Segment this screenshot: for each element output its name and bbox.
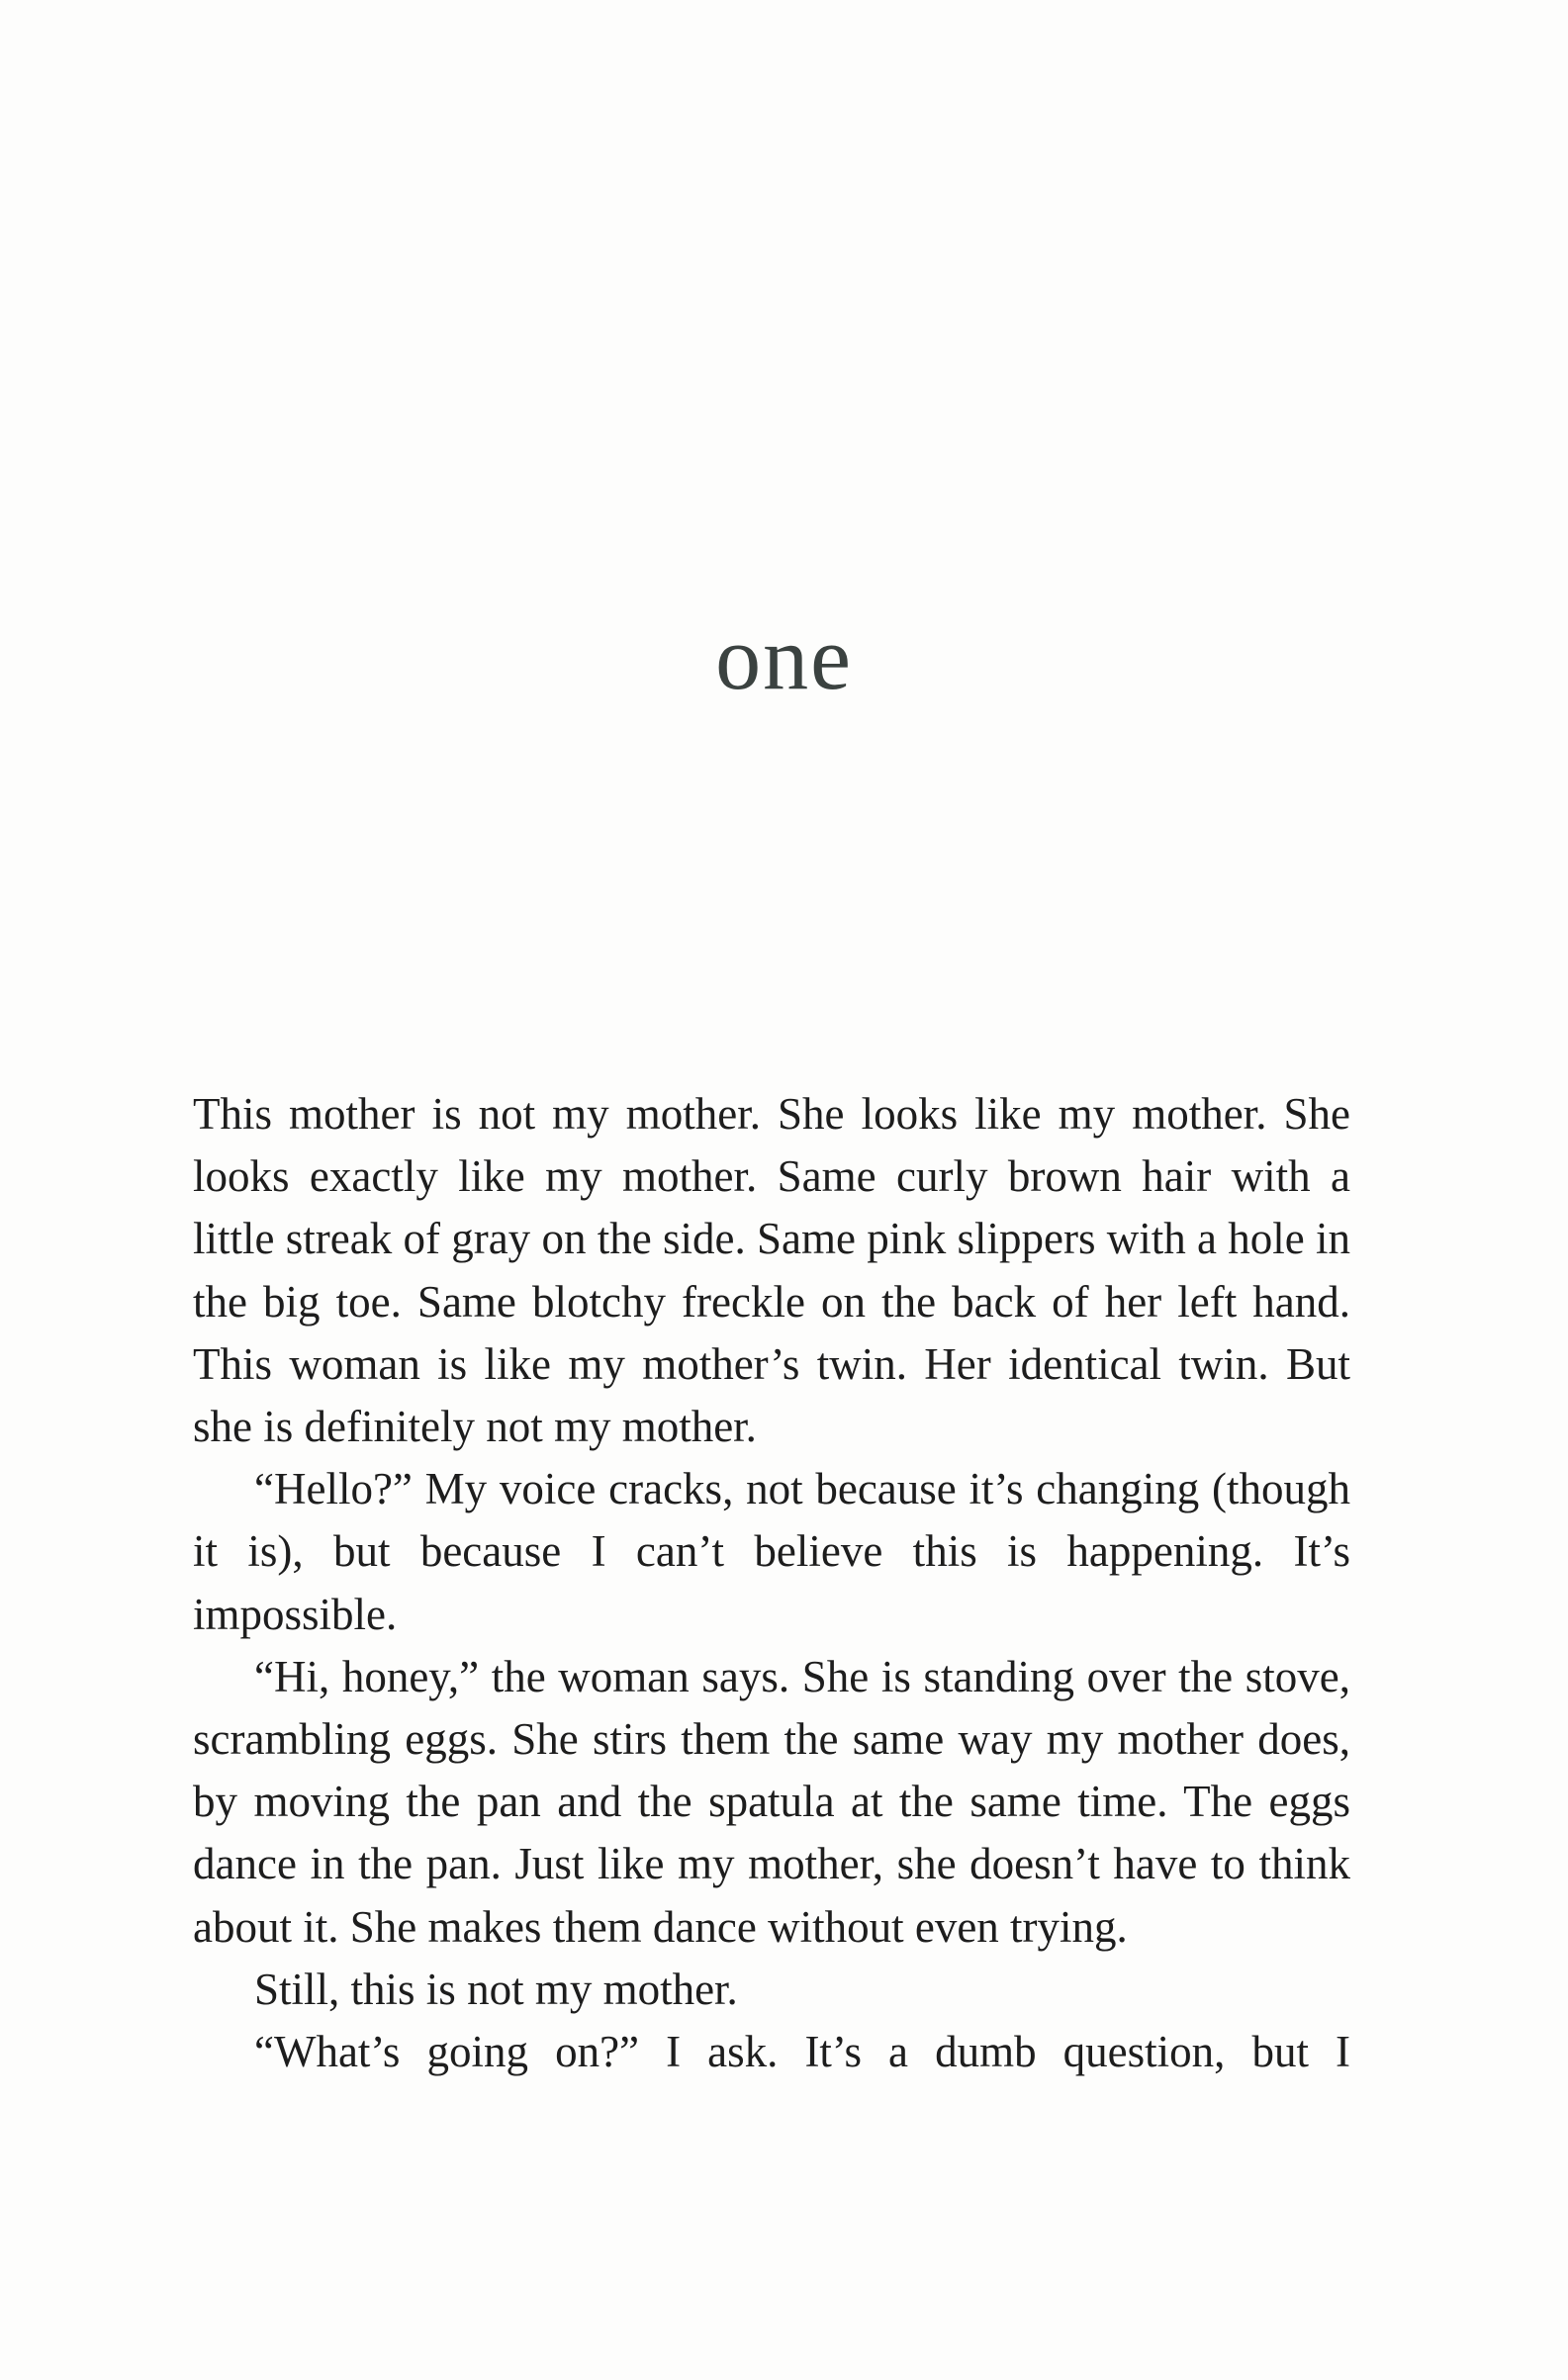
paragraph-3: “Hi, honey,” the woman says. She is standing over the stove, scrambling eggs. She stirs them the same way my mother does, by moving the pan and the spatula at the same time. The eggs dance in the pan. Just like my mother, she doesn’t have to think about it. She makes them dance without even trying. bbox=[193, 1651, 1350, 1952]
paragraph-2: “Hello?” My voice cracks, not because it’s changing (though it is), but because I can’t believe this is happening. It’s impossible. bbox=[193, 1464, 1350, 1639]
paragraph-5: “What’s going on?” I ask. It’s a dumb question, but I bbox=[254, 2027, 1350, 2077]
chapter-title: one bbox=[715, 607, 853, 708]
paragraph-1: This mother is not my mother. She looks like my mother. She looks exactly like my mother. Same curly brown hair with a little streak of gray on the side. Same pink slippers with a hole in the big toe. Same blotchy freckle on the back of her left hand. This woman is like my mother’s twin. Her identical twin. But she is definitely not my mother. bbox=[193, 1089, 1350, 1452]
paragraph-4: Still, this is not my mother. bbox=[254, 1964, 738, 2014]
chapter-body bbox=[193, 1083, 1350, 2083]
